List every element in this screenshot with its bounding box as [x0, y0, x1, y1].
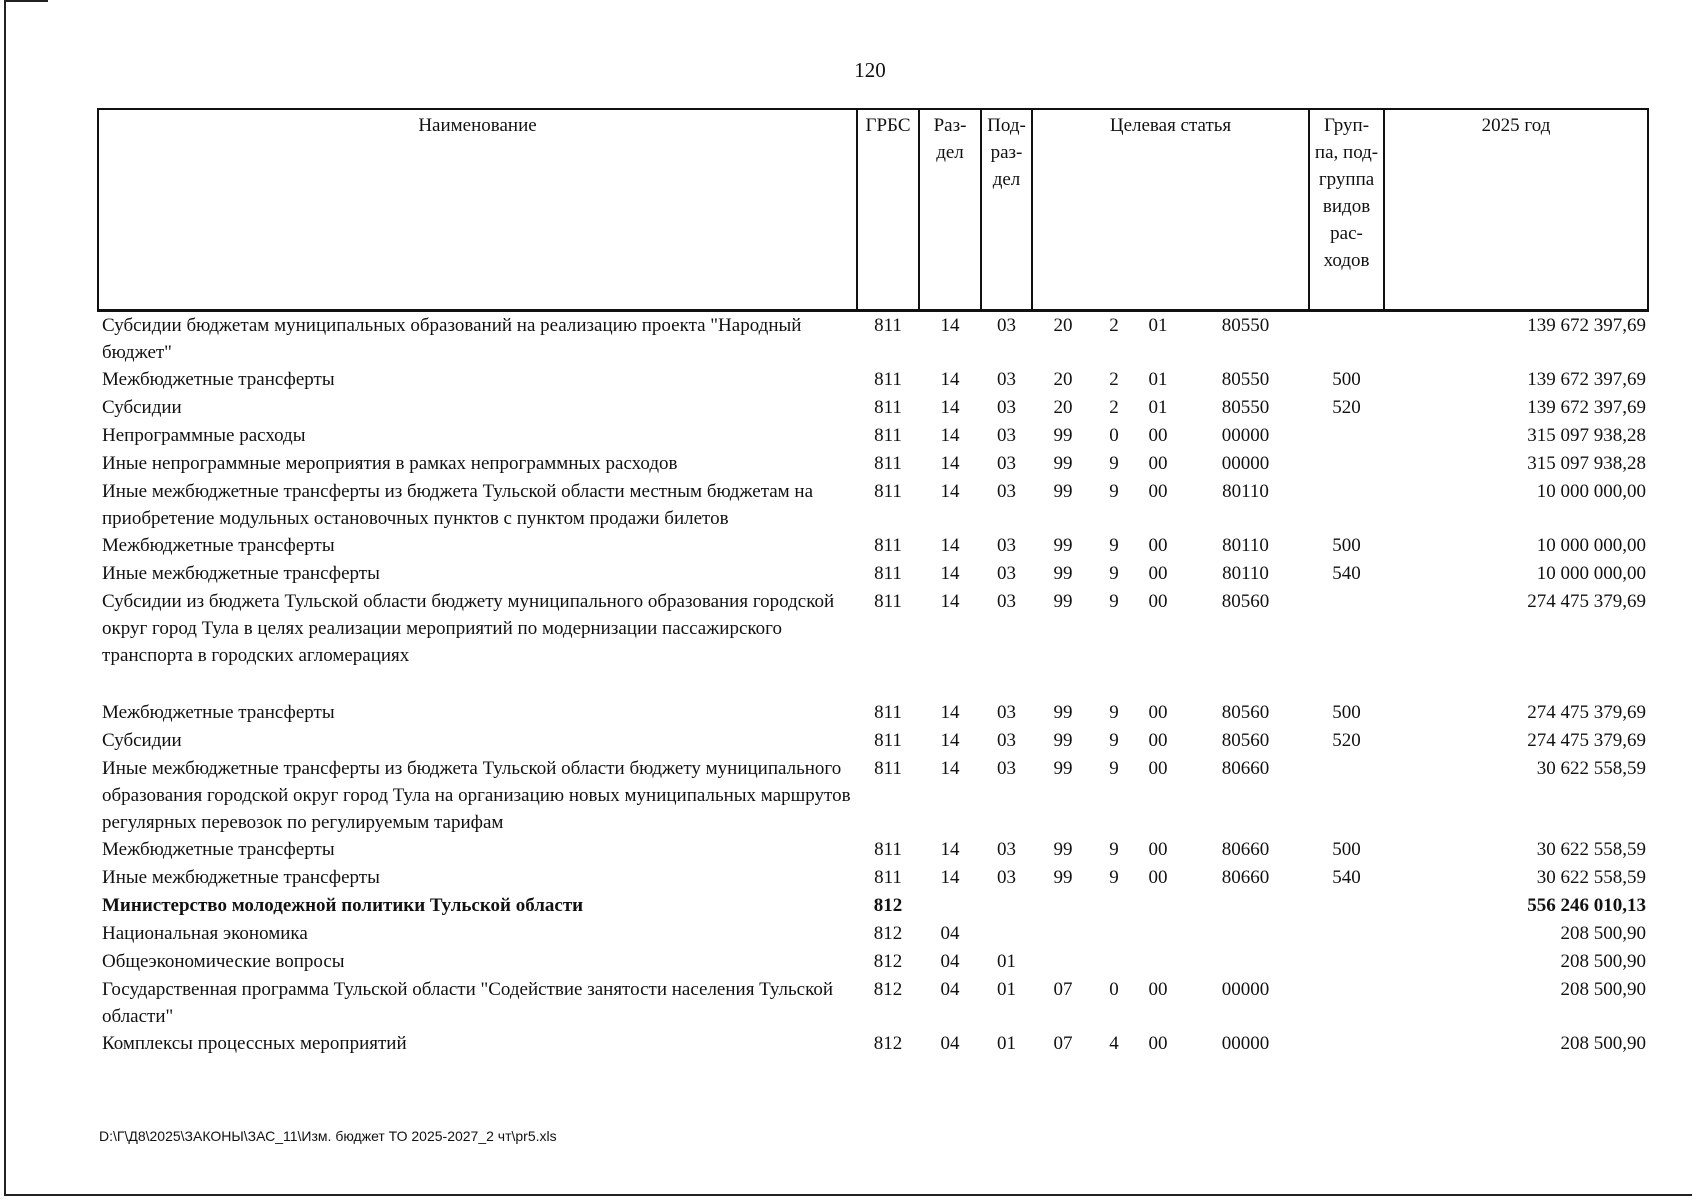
cell-amount: 10 000 000,00 — [1536, 481, 1647, 502]
cell-expense-group — [1309, 422, 1384, 450]
cell-razdel: 14 — [940, 839, 960, 860]
cell-podrazdel: 03 — [997, 453, 1016, 474]
cell-target-subprogram: 00 — [1148, 867, 1168, 888]
cell-name: Общеэкономические вопросы — [102, 951, 345, 972]
table-row — [98, 976, 1648, 1030]
table-row — [98, 892, 1648, 920]
table-row — [98, 755, 1648, 836]
table-row — [98, 450, 1648, 478]
cell-podrazdel: 01 — [997, 951, 1016, 972]
cell-amount: 30 622 558,59 — [1536, 867, 1647, 888]
page-frame-bottom — [4, 1194, 1692, 1196]
cell-grbs: 811 — [874, 839, 902, 860]
table-row — [98, 394, 1648, 422]
cell-amount: 139 672 397,69 — [1527, 397, 1647, 418]
cell-name: Иные межбюджетные трансферты — [102, 563, 380, 584]
cell-target-direction: 00000 — [1221, 425, 1270, 446]
cell-target-direction: 80550 — [1221, 315, 1270, 336]
cell-razdel: 14 — [940, 481, 960, 502]
cell-razdel: 14 — [940, 315, 960, 336]
cell-razdel: 14 — [940, 535, 960, 556]
cell-amount: 139 672 397,69 — [1527, 369, 1647, 390]
cell-target-program: 99 — [1053, 867, 1073, 888]
cell-target-direction: 80560 — [1221, 591, 1270, 612]
cell-name: Государственная программа Тульской области "Содействие занятости населения Тульской области" — [102, 979, 834, 1027]
cell-expense-group: 500 — [1332, 839, 1361, 860]
cell-name: Иные межбюджетные трансферты из бюджета Тульской области бюджету муниципального образования городской округ город Тула на организацию новых муниципальных маршрутов регулярных перевозок по регулируемым тарифам — [102, 758, 851, 833]
cell-grbs: 811 — [874, 730, 902, 751]
cell-target-type — [1094, 920, 1134, 948]
cell-target-type: 9 — [1109, 563, 1119, 584]
cell-grbs: 812 — [873, 895, 903, 916]
cell-amount: 208 500,90 — [1560, 979, 1647, 1000]
cell-expense-group: 520 — [1332, 397, 1361, 418]
cell-target-type: 0 — [1109, 425, 1119, 446]
cell-target-type: 2 — [1109, 369, 1119, 390]
cell-name: Иные межбюджетные трансферты из бюджета Тульской области местным бюджетам на приобретение модульных остановочных пунктов с пунктом продажи билетов — [102, 481, 814, 529]
cell-expense-group — [1309, 450, 1384, 478]
cell-target-direction: 80660 — [1221, 839, 1270, 860]
cell-podrazdel: 03 — [997, 481, 1016, 502]
header-amount-2025: 2025 год — [1384, 109, 1648, 311]
table-row — [98, 1030, 1648, 1058]
cell-amount: 556 246 010,13 — [1527, 895, 1647, 916]
cell-target-subprogram: 00 — [1148, 839, 1168, 860]
cell-target-program: 20 — [1053, 369, 1073, 390]
cell-target-type: 2 — [1109, 397, 1119, 418]
cell-target-direction: 00000 — [1221, 453, 1270, 474]
cell-grbs: 811 — [874, 563, 902, 584]
cell-target-subprogram: 00 — [1148, 563, 1168, 584]
cell-name: Министерство молодежной политики Тульской области — [102, 895, 584, 916]
cell-target-program: 99 — [1053, 425, 1073, 446]
cell-razdel: 14 — [940, 758, 960, 779]
cell-target-type: 9 — [1109, 591, 1119, 612]
cell-name: Субсидии — [102, 397, 182, 418]
cell-razdel: 14 — [940, 369, 960, 390]
cell-expense-group — [1309, 588, 1384, 699]
cell-target-direction: 80660 — [1221, 758, 1270, 779]
cell-target-direction: 80110 — [1222, 563, 1269, 584]
cell-target-type: 2 — [1109, 315, 1119, 336]
cell-razdel: 14 — [940, 425, 960, 446]
cell-podrazdel — [981, 920, 1032, 948]
cell-podrazdel: 03 — [997, 591, 1016, 612]
cell-target-subprogram: 00 — [1148, 702, 1168, 723]
cell-expense-group — [1309, 948, 1384, 976]
cell-target-program: 99 — [1053, 453, 1073, 474]
cell-target-subprogram: 00 — [1148, 730, 1168, 751]
cell-target-subprogram — [1134, 920, 1182, 948]
cell-name: Иные непрограммные мероприятия в рамках непрограммных расходов — [102, 453, 678, 474]
cell-target-type: 9 — [1109, 867, 1119, 888]
cell-amount: 139 672 397,69 — [1527, 315, 1647, 336]
header-target-article: Целевая статья — [1032, 109, 1309, 311]
cell-razdel — [919, 892, 981, 920]
cell-grbs: 811 — [874, 867, 902, 888]
cell-podrazdel: 03 — [997, 730, 1016, 751]
cell-target-program: 99 — [1053, 535, 1073, 556]
cell-target-program: 99 — [1053, 702, 1073, 723]
cell-target-direction: 80550 — [1221, 397, 1270, 418]
cell-target-program: 20 — [1053, 315, 1073, 336]
cell-target-subprogram: 00 — [1148, 481, 1168, 502]
cell-target-program: 99 — [1053, 591, 1073, 612]
cell-grbs: 811 — [874, 397, 902, 418]
cell-target-type: 9 — [1109, 839, 1119, 860]
cell-target-direction: 80560 — [1221, 730, 1270, 751]
cell-amount: 315 097 938,28 — [1527, 425, 1647, 446]
cell-target-program: 07 — [1053, 1033, 1073, 1054]
cell-name: Субсидии — [102, 730, 182, 751]
cell-podrazdel: 03 — [997, 702, 1016, 723]
table-row — [98, 422, 1648, 450]
cell-grbs: 811 — [874, 481, 902, 502]
cell-podrazdel: 01 — [997, 979, 1016, 1000]
cell-amount: 30 622 558,59 — [1536, 758, 1647, 779]
cell-amount: 208 500,90 — [1560, 923, 1647, 944]
cell-razdel: 04 — [940, 923, 960, 944]
header-podrazdel: Под- раз- дел — [981, 109, 1032, 311]
cell-amount: 10 000 000,00 — [1536, 535, 1647, 556]
cell-target-direction: 00000 — [1221, 979, 1270, 1000]
cell-amount: 208 500,90 — [1560, 951, 1647, 972]
cell-expense-group — [1309, 920, 1384, 948]
cell-target-type: 9 — [1109, 453, 1119, 474]
header-name: Наименование — [98, 109, 857, 311]
cell-expense-group — [1309, 892, 1384, 920]
cell-target-subprogram — [1134, 948, 1182, 976]
cell-target-subprogram: 00 — [1148, 758, 1168, 779]
cell-expense-group: 520 — [1332, 730, 1361, 751]
table-row — [98, 864, 1648, 892]
cell-target-direction — [1182, 920, 1309, 948]
cell-expense-group: 500 — [1332, 702, 1361, 723]
cell-grbs: 811 — [874, 453, 902, 474]
cell-target-subprogram: 00 — [1148, 453, 1168, 474]
cell-grbs: 811 — [874, 425, 902, 446]
table-row — [98, 532, 1648, 560]
cell-target-program: 20 — [1053, 397, 1073, 418]
cell-target-program: 99 — [1053, 839, 1073, 860]
cell-razdel: 14 — [940, 702, 960, 723]
cell-target-type: 4 — [1109, 1033, 1119, 1054]
cell-name: Иные межбюджетные трансферты — [102, 867, 380, 888]
cell-expense-group — [1309, 976, 1384, 1030]
cell-target-subprogram: 00 — [1148, 979, 1168, 1000]
cell-target-program: 99 — [1053, 758, 1073, 779]
table-header-row — [98, 109, 1648, 311]
cell-target-type: 9 — [1109, 481, 1119, 502]
cell-target-direction — [1182, 948, 1309, 976]
cell-razdel: 14 — [940, 867, 960, 888]
page-number: 120 — [854, 58, 886, 82]
page-frame-top — [4, 0, 48, 2]
cell-razdel: 14 — [940, 591, 960, 612]
cell-name: Комплексы процессных мероприятий — [102, 1033, 407, 1054]
table-row — [98, 366, 1648, 394]
cell-podrazdel: 03 — [997, 425, 1016, 446]
cell-target-program — [1032, 920, 1094, 948]
cell-expense-group: 500 — [1332, 369, 1361, 390]
table-row — [98, 478, 1648, 532]
footer-file-path: D:\Г\Д8\2025\ЗАКОНЫ\ЗАС_11\Изм. бюджет ТО 2025-2027_2 чт\pr5.xls — [99, 1128, 557, 1144]
cell-target-program: 99 — [1053, 563, 1073, 584]
cell-podrazdel: 03 — [997, 839, 1016, 860]
cell-grbs: 811 — [874, 702, 902, 723]
cell-target-type: 9 — [1109, 702, 1119, 723]
cell-target-subprogram: 01 — [1148, 315, 1168, 336]
cell-target-direction — [1182, 892, 1309, 920]
cell-expense-group: 500 — [1332, 535, 1361, 556]
cell-grbs: 812 — [873, 1033, 903, 1054]
cell-target-type — [1094, 948, 1134, 976]
table-row — [98, 311, 1648, 367]
cell-target-subprogram: 01 — [1148, 397, 1168, 418]
cell-podrazdel: 03 — [997, 867, 1016, 888]
cell-razdel: 04 — [940, 1033, 960, 1054]
cell-razdel: 14 — [940, 397, 960, 418]
cell-amount: 208 500,90 — [1560, 1033, 1647, 1054]
cell-podrazdel: 03 — [997, 369, 1016, 390]
table-row — [98, 699, 1648, 727]
cell-target-type: 0 — [1109, 979, 1119, 1000]
cell-target-program: 07 — [1053, 979, 1073, 1000]
cell-target-subprogram: 00 — [1148, 1033, 1168, 1054]
cell-target-subprogram: 00 — [1148, 591, 1168, 612]
cell-razdel: 04 — [940, 979, 960, 1000]
cell-target-subprogram: 00 — [1148, 535, 1168, 556]
cell-podrazdel: 03 — [997, 315, 1016, 336]
cell-podrazdel: 03 — [997, 397, 1016, 418]
header-razdel: Раз- дел — [919, 109, 981, 311]
cell-expense-group — [1309, 478, 1384, 532]
table-row — [98, 920, 1648, 948]
cell-podrazdel: 03 — [997, 563, 1016, 584]
cell-amount: 274 475 379,69 — [1527, 730, 1647, 751]
cell-name: Субсидии из бюджета Тульской области бюджету муниципального образования городской округ город Тула в целях реализации мероприятий по модернизации пассажирского транспорта в городских агломерациях — [102, 591, 835, 666]
cell-target-program: 99 — [1053, 481, 1073, 502]
cell-target-type: 9 — [1109, 730, 1119, 751]
cell-target-program: 99 — [1053, 730, 1073, 751]
cell-target-direction: 00000 — [1221, 1033, 1270, 1054]
table-row — [98, 727, 1648, 755]
cell-expense-group — [1309, 311, 1384, 367]
cell-target-direction: 80560 — [1221, 702, 1270, 723]
cell-expense-group — [1309, 1030, 1384, 1058]
cell-target-direction: 80550 — [1221, 369, 1270, 390]
cell-razdel: 14 — [940, 730, 960, 751]
cell-target-subprogram — [1134, 892, 1182, 920]
cell-expense-group — [1309, 755, 1384, 836]
budget-table — [97, 108, 1649, 1058]
table-row — [98, 588, 1648, 699]
cell-name: Межбюджетные трансферты — [102, 839, 335, 860]
cell-amount: 10 000 000,00 — [1536, 563, 1647, 584]
table-row — [98, 948, 1648, 976]
cell-grbs: 812 — [873, 979, 903, 1000]
cell-target-type: 9 — [1109, 535, 1119, 556]
cell-amount: 315 097 938,28 — [1527, 453, 1647, 474]
cell-podrazdel: 03 — [997, 758, 1016, 779]
cell-expense-group: 540 — [1332, 563, 1361, 584]
cell-amount: 274 475 379,69 — [1527, 702, 1647, 723]
cell-target-direction: 80110 — [1222, 481, 1269, 502]
cell-grbs: 811 — [874, 591, 902, 612]
cell-name: Межбюджетные трансферты — [102, 702, 335, 723]
table-row — [98, 836, 1648, 864]
cell-grbs: 812 — [873, 951, 903, 972]
cell-razdel: 14 — [940, 453, 960, 474]
cell-razdel: 14 — [940, 563, 960, 584]
cell-target-type: 9 — [1109, 758, 1119, 779]
cell-target-direction: 80660 — [1221, 867, 1270, 888]
cell-grbs: 811 — [874, 535, 902, 556]
cell-grbs: 811 — [874, 758, 902, 779]
cell-target-subprogram: 01 — [1148, 369, 1168, 390]
cell-name: Межбюджетные трансферты — [102, 535, 335, 556]
cell-target-type — [1094, 892, 1134, 920]
page-frame-left — [4, 0, 6, 1196]
header-expense-group: Груп- па, под- группа видов рас- ходов — [1309, 109, 1384, 311]
cell-target-program — [1032, 892, 1094, 920]
table-row — [98, 560, 1648, 588]
cell-podrazdel — [981, 892, 1032, 920]
cell-grbs: 811 — [874, 315, 902, 336]
cell-target-direction: 80110 — [1222, 535, 1269, 556]
cell-amount: 30 622 558,59 — [1536, 839, 1647, 860]
cell-podrazdel: 03 — [997, 535, 1016, 556]
cell-target-program — [1032, 948, 1094, 976]
cell-name: Непрограммные расходы — [102, 425, 306, 446]
header-grbs: ГРБС — [857, 109, 919, 311]
cell-grbs: 812 — [873, 923, 903, 944]
cell-grbs: 811 — [874, 369, 902, 390]
cell-podrazdel: 01 — [997, 1033, 1016, 1054]
cell-amount: 274 475 379,69 — [1527, 591, 1647, 612]
cell-razdel: 04 — [940, 951, 960, 972]
cell-expense-group: 540 — [1332, 867, 1361, 888]
cell-name: Национальная экономика — [102, 923, 308, 944]
cell-target-subprogram: 00 — [1148, 425, 1168, 446]
cell-name: Межбюджетные трансферты — [102, 369, 335, 390]
cell-name: Субсидии бюджетам муниципальных образований на реализацию проекта "Народный бюджет" — [102, 315, 802, 363]
